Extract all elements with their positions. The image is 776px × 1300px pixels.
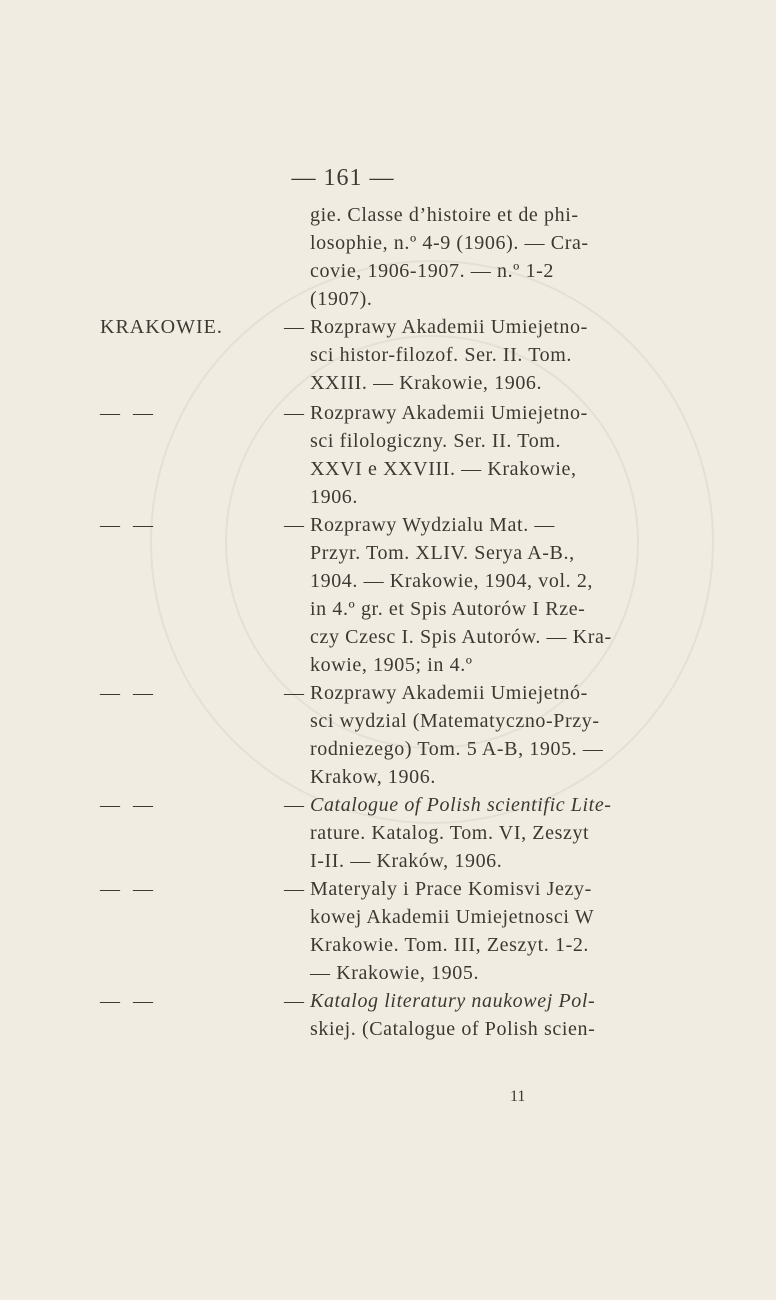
text-line: sci wydzial (Matematyczno-Przy- bbox=[310, 710, 600, 732]
text-line: sci histor-filozof. Ser. II. Tom. bbox=[310, 344, 573, 366]
text-line: in 4.º gr. et Spis Autorów I Rze- bbox=[310, 598, 586, 620]
text-line-italic: Katalog literatury naukowej Pol- bbox=[310, 990, 596, 1012]
text-line: kowej Akademii Umiejetnosci W bbox=[310, 906, 595, 928]
text-line: Przyr. Tom. XLIV. Serya A-B., bbox=[310, 542, 575, 564]
entry-dash: — bbox=[284, 682, 304, 704]
left-label-ditto: — — bbox=[100, 878, 154, 900]
text-line: rature. Katalog. Tom. VI, Zeszyt bbox=[310, 822, 590, 844]
text-line: Rozprawy Wydzialu Mat. — bbox=[310, 514, 555, 536]
text-line: Rozprawy Akademii Umiejetnó- bbox=[310, 682, 588, 704]
left-label-ditto: — — bbox=[100, 514, 154, 536]
text-line: XXVI e XXVIII. — Krakowie, bbox=[310, 458, 577, 480]
text-line: skiej. (Catalogue of Polish scien- bbox=[310, 1018, 596, 1040]
entry-dash: — bbox=[284, 316, 304, 338]
text-line: XXIII. — Krakowie, 1906. bbox=[310, 372, 543, 394]
text-line: Rozprawy Akademii Umiejetno- bbox=[310, 402, 588, 424]
left-label-ditto: — — bbox=[100, 794, 154, 816]
page-number: — 161 — bbox=[291, 165, 395, 191]
text-line-italic: Catalogue of Polish scientific Lite- bbox=[310, 794, 612, 816]
text-line: Krakowie. Tom. III, Zeszyt. 1-2. bbox=[310, 934, 590, 956]
text-line: — Krakowie, 1905. bbox=[310, 962, 480, 984]
left-label-ditto: — — bbox=[100, 682, 154, 704]
left-label-ditto: — — bbox=[100, 990, 154, 1012]
text-line: losophie, n.º 4-9 (1906). — Cra- bbox=[310, 232, 589, 254]
entry-dash: — bbox=[284, 878, 304, 900]
text-line: covie, 1906-1907. — n.º 1-2 bbox=[310, 260, 555, 282]
signature-mark: 11 bbox=[510, 1088, 526, 1105]
text-line: kowie, 1905; in 4.º bbox=[310, 654, 473, 676]
entry-dash: — bbox=[284, 794, 304, 816]
text-line: (1907). bbox=[310, 288, 373, 310]
text-line: czy Czesc I. Spis Autorów. — Kra- bbox=[310, 626, 612, 648]
text-line: Krakow, 1906. bbox=[310, 766, 436, 788]
text-line: sci filologiczny. Ser. II. Tom. bbox=[310, 430, 562, 452]
text-line: 1904. — Krakowie, 1904, vol. 2, bbox=[310, 570, 594, 592]
entry-dash: — bbox=[284, 990, 304, 1012]
entry-dash: — bbox=[284, 402, 304, 424]
text-line: rodniezego) Tom. 5 A-B, 1905. — bbox=[310, 738, 604, 760]
entry-dash: — bbox=[284, 514, 304, 536]
left-label-krakowie: KRAKOWIE. bbox=[100, 316, 223, 338]
text-line: 1906. bbox=[310, 486, 358, 508]
text-line: I-II. — Kraków, 1906. bbox=[310, 850, 503, 872]
text-line: Rozprawy Akademii Umiejetno- bbox=[310, 316, 588, 338]
text-line: gie. Classe d’histoire et de phi- bbox=[310, 204, 579, 226]
left-label-ditto: — — bbox=[100, 402, 154, 424]
text-line: Materyaly i Prace Komisvi Jezy- bbox=[310, 878, 592, 900]
